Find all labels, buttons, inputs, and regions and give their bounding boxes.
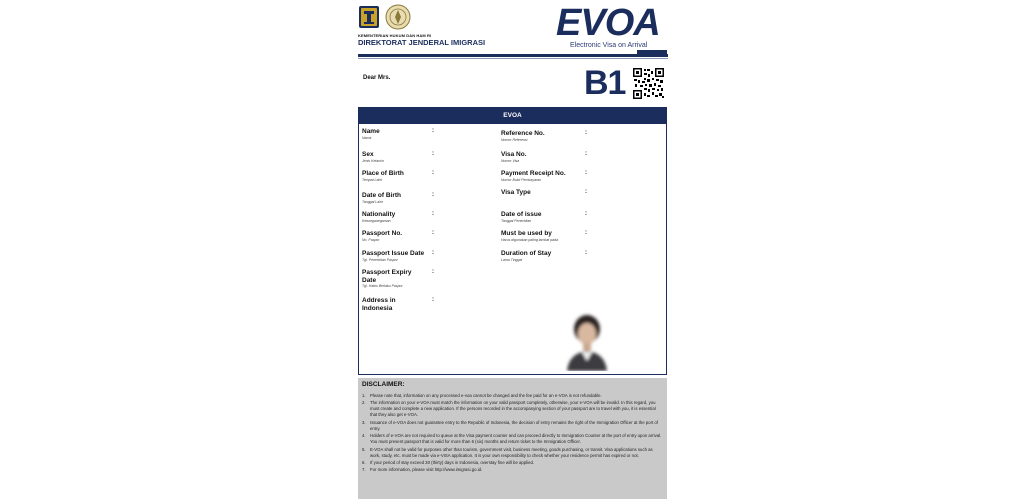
- field-colon: :: [585, 130, 587, 136]
- immigration-emblem-icon: [385, 4, 411, 30]
- disclaimer-item: 7. For more information, please visit http://www.imigrasi.go.id.: [362, 467, 483, 473]
- field-passport-expiry-date: Passport Expiry Date Tgl. Habis Berlaku Paspor: [362, 269, 412, 288]
- disclaimer-item: 3. Issuance of e-VOA does not guarantee entry to the Republic of Indonesia, the decision of entry remains the right of the Immigration Officer at the port of entry.: [362, 419, 658, 431]
- field-must-be-used-by: Must be used by Harus digunakan paling lambat pada: [501, 230, 559, 242]
- field-passport-no: Passport No. No. Paspor: [362, 230, 403, 242]
- field-nationality: Nationality Kewarganegaraan: [362, 211, 396, 223]
- applicant-photo: [565, 309, 609, 371]
- disclaimer-item: 5. E-VOA shall not be valid for purposes other than tourism, government visit, business meeting, goods purchasing, or transit. Visa applications such as work, study, etc. must be made via e-VISA application. It is your own responsibility to check whether your residence permit has expired or not.: [362, 446, 653, 458]
- field-date-of-birth: Date of Birth Tanggal Lahir: [362, 192, 401, 204]
- field-colon: :: [432, 128, 434, 134]
- field-colon: :: [585, 151, 587, 157]
- disclaimer-item: 1. Please note that, information on any processed e-voa cannot be changed and the fee paid for an e-VOA is not refundable.: [362, 393, 602, 398]
- directorate-name: DIREKTORAT JENDERAL IMIGRASI: [358, 38, 486, 47]
- field-colon: :: [432, 250, 434, 256]
- field-colon: :: [585, 230, 587, 236]
- field-colon: :: [432, 170, 434, 176]
- field-place-of-birth: Place of Birth Tempat Lahir: [362, 170, 404, 182]
- field-colon: :: [585, 211, 587, 217]
- ministry-name: KEMENTERIAN HUKUM DAN HAM RI: [358, 33, 432, 38]
- field-colon: :: [432, 269, 434, 275]
- disclaimer-item: 6. If your period of stay exceed 30 (thirty) days in Indonesia, overstay fine will be applied.: [362, 459, 535, 465]
- evoa-subtitle: Electronic Visa on Arrival: [570, 42, 648, 49]
- evoa-box-title: EVOA: [359, 108, 666, 124]
- header-divider-thin: [358, 58, 668, 59]
- qr-code-icon: [633, 68, 664, 99]
- greeting: Dear Mrs.: [363, 75, 391, 81]
- field-name: Name Nama: [362, 128, 380, 140]
- field-colon: :: [432, 211, 434, 217]
- field-colon: :: [585, 250, 587, 256]
- field-passport-issue-date: Passport Issue Date Tgl. Penerbitan Paspor: [362, 250, 425, 262]
- evoa-document: [351, 0, 673, 499]
- field-sex: Sex Jenis Kelamin: [362, 151, 384, 163]
- ministry-emblem-icon: [358, 5, 380, 29]
- field-colon: :: [585, 170, 587, 176]
- field-reference-no: Reference No. Nomor Referensi: [501, 130, 545, 142]
- evoa-logo-text: EVOA: [556, 2, 660, 40]
- field-colon: :: [432, 192, 434, 198]
- field-duration-of-stay: Duration of Stay Lama Tinggal: [501, 250, 552, 262]
- field-payment-receipt-no: Payment Receipt No. Nomor Bukti Pembayaran: [501, 170, 566, 182]
- disclaimer-panel: [358, 378, 667, 499]
- field-colon: :: [432, 230, 434, 236]
- field-address-in-indonesia: Address in Indonesia: [362, 297, 396, 312]
- disclaimer-title: DISCLAIMER:: [362, 381, 405, 388]
- evoa-info-box: [358, 107, 667, 375]
- visa-code: B1: [584, 64, 626, 102]
- field-visa-type: Visa Type: [501, 189, 531, 196]
- field-colon: :: [432, 151, 434, 157]
- field-visa-no: Visa No. Nomor Visa: [501, 151, 527, 163]
- disclaimer-item: 4. Holders of e-VOA are not required to queue at the Visa payment counter and can proceed directly to Immigration Counter at the port of entry upon arrival. You must present passport that is valid for more than 6 (six) months and return ticket to the Immigration Officer.: [362, 433, 662, 445]
- evoa-logo: [556, 2, 669, 40]
- header-divider: [358, 54, 668, 57]
- disclaimer-item: 2. The information on your e-VOA must match the information on your valid passport completely, otherwise, your e-VOA will be invalid. In this regard, you must create and complete a new application. If the persons recorded in the accompanying section of your passport are to travel with you, it is essential that they also get e-VOA.: [362, 400, 656, 418]
- field-colon: :: [585, 189, 587, 195]
- disclaimer-list: [362, 393, 663, 474]
- field-colon: :: [432, 297, 434, 303]
- field-date-of-issue: Date of issue Tanggal Penerbitan: [501, 211, 542, 223]
